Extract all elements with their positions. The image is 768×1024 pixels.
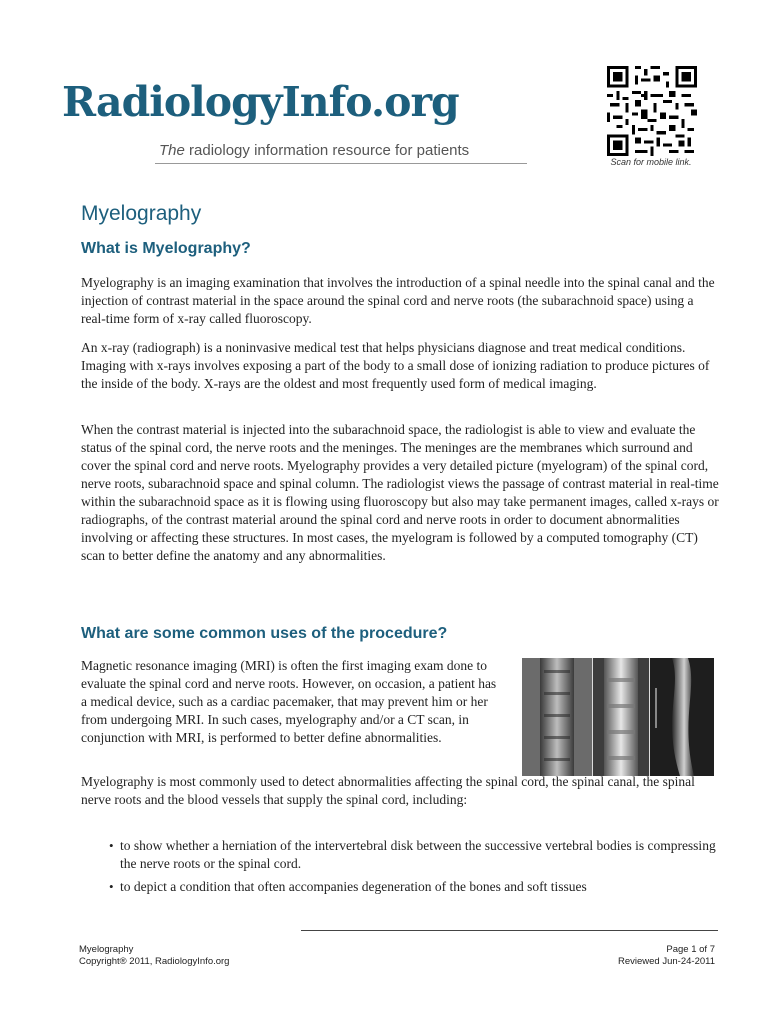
- section-heading-what-is: What is Myelography?: [81, 240, 251, 257]
- paragraph: When the contrast material is injected into the subarachnoid space, the radiologist is able to view and evaluate the status of the spinal cord, the nerve roots and the meninges. The meninges are the membranes which surround and cover the spinal cord and nerve roots. Myelography provides a very detailed picture (myelogram) of the spinal cord, nerve roots, subarachnoid space and spinal column. The radiologist views the passage of contrast material in real-time within the subarachnoid space as it is flowing using fluoroscopy but also may take permanent images, called x-rays or radiographs, of the contrast material around the spinal cord and nerve roots in order to document abnormalities involving or affecting these structures. In most cases, the myelogram is followed by a computed tomography (CT) scan to better define the anatomy and any abnormalities.: [81, 422, 719, 563]
- paragraph: An x-ray (radiograph) is a noninvasive medical test that helps physicians diagnose and treat medical conditions. Imaging with x-rays involves exposing a part of the body to a small dose of ionizing radiation to produce pictures of the inside of the body. X-rays are the oldest and most frequently used form of medical imaging.: [81, 340, 710, 391]
- footer-right: [618, 944, 715, 968]
- tagline: [159, 142, 469, 159]
- qr-code-icon[interactable]: [607, 66, 697, 156]
- logo: [62, 78, 482, 159]
- list-item-text: to depict a condition that often accompanies degeneration of the bones and soft tissues: [120, 879, 587, 894]
- tagline-prefix: The: [159, 142, 185, 159]
- list-item: [100, 878, 720, 896]
- section-heading-common-uses: What are some common uses of the procedure?: [81, 625, 448, 642]
- list-item: [100, 837, 720, 873]
- paragraph: Myelography is an imaging examination that involves the introduction of a spinal needle into the spinal canal and the injection of contrast material in the space around the spinal cord and nerve roots (the subarachnoid space) using a real-time form of x-ray called fluoroscopy.: [81, 275, 715, 326]
- footer-copyright: Copyright® 2011, RadiologyInfo.org: [79, 956, 230, 967]
- bullet-icon: •: [109, 838, 114, 853]
- footer-divider: [301, 930, 718, 931]
- tagline-underline: [155, 163, 527, 164]
- footer-reviewed-date: Reviewed Jun-24-2011: [618, 956, 715, 967]
- footer-page-number: Page 1 of 7: [666, 944, 715, 955]
- bullet-icon: •: [109, 879, 114, 894]
- paragraph: Magnetic resonance imaging (MRI) is often the first imaging exam done to evaluate the spinal cord and nerve roots. However, on occasion, a patient has a medical device, such as a cardiac pacemaker, that may prevent him or her from undergoing MRI. In such cases, myelography and/or a CT scan, in conjunction with MRI, is performed to better define abnormalities.: [81, 658, 497, 745]
- myelogram-xray-image: [522, 658, 714, 776]
- list-item-text: to show whether a herniation of the intervertebral disk between the successive vertebral bodies is compressing the nerve roots or the spinal cord.: [120, 838, 716, 871]
- footer-doc-name: Myelography: [79, 944, 134, 955]
- logo-text: RadiologyInfo.org: [62, 78, 459, 126]
- qr-caption: Scan for mobile link.: [610, 157, 692, 167]
- page-title: Myelography: [81, 202, 202, 225]
- paragraph: Myelography is most commonly used to detect abnormalities affecting the spinal cord, the spinal canal, the spinal nerve roots and the blood vessels that supply the spinal cord, including:: [81, 774, 695, 807]
- footer-left: [79, 944, 229, 968]
- uses-list: [100, 837, 720, 901]
- tagline-text: radiology information resource for patients: [184, 142, 470, 159]
